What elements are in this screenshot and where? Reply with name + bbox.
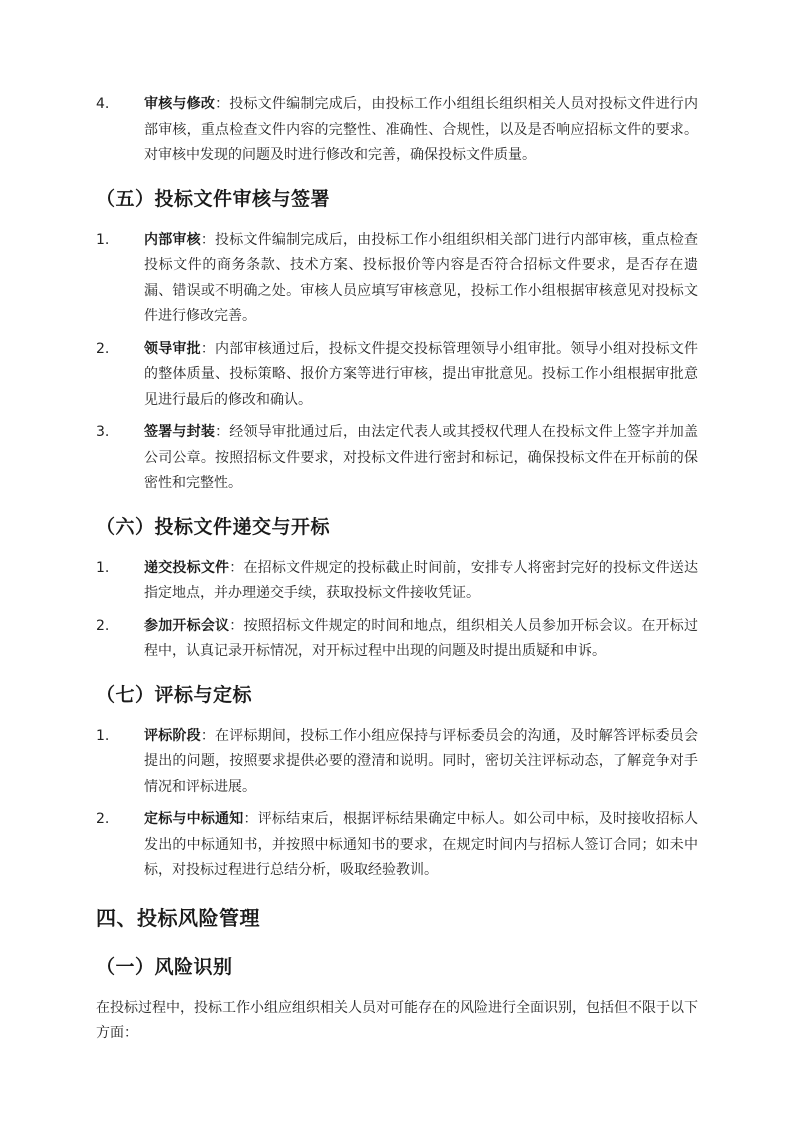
list-term: 审核与修改	[144, 96, 216, 112]
section-heading-6: （六）投标文件递交与开标	[96, 515, 331, 538]
list-item	[96, 337, 698, 414]
list-term: 内部审核	[144, 231, 201, 248]
list-text: ：投标文件编制完成后，由投标工作小组组织相关部门进行内部审核，重点检查投标文件的商务条款、技术方案、投标报价等内容是否符合招标文件要求，是否存在遗漏、错误或不明确之处。审核人员应填写审核意见，投标工作小组根据审核意见对投标文件进行修改完善。	[144, 231, 698, 324]
list-item	[96, 556, 698, 607]
list-term: 递交投标文件	[144, 559, 230, 576]
list-item	[96, 807, 698, 884]
list-number: 3.	[96, 424, 110, 440]
section-heading-7: （七）评标与定标	[96, 683, 253, 706]
list-term: 参加开标会议	[144, 617, 230, 634]
section-5-list	[96, 228, 698, 497]
list-text: ：在招标文件规定的投标截止时间前，安排专人将密封完好的投标文件送达指定地点，并办理递交手续，获取投标文件接收凭证。	[144, 559, 699, 601]
list-text: ：在评标期间，投标工作小组应保持与评标委员会的沟通，及时解答评标委员会提出的问题，按照要求提供必要的澄清和说明。同时，密切关注评标动态，了解竞争对手情况和评标进展。	[144, 727, 698, 795]
list-text: ：评标结束后，根据评标结果确定中标人。如公司中标，及时接收招标人发出的中标通知书，并按照中标通知书的要求，在规定时间内与招标人签订合同；如未中标，对投标过程进行总结分析，吸取经验教训。	[144, 811, 699, 878]
section-7-list	[96, 724, 698, 884]
top-list	[96, 92, 698, 169]
body-paragraph: 在投标过程中，投标工作小组应组织相关人员对可能存在的风险进行全面识别，包括但不限于以下方面：	[96, 999, 698, 1041]
list-text: ：投标文件编制完成后，由投标工作小组组长组织相关人员对投标文件进行内部审核，重点检查文件内容的完整性、准确性、合规性，以及是否响应招标文件的要求。对审核中发现的问题及时进行修改和完善，确保投标文件质量。	[144, 96, 699, 163]
list-number: 1.	[96, 559, 110, 576]
list-term: 评标阶段	[144, 727, 201, 744]
section-heading-5: （五）投标文件审核与签署	[96, 187, 331, 210]
chapter-heading: 四、投标风险管理	[96, 905, 260, 930]
list-number: 2.	[96, 617, 110, 634]
list-text: ：经领导审批通过后，由法定代表人或其授权代理人在投标文件上签字并加盖公司公章。按照招标文件要求，对投标文件进行密封和标记，确保投标文件在开标前的保密性和完整性。	[144, 424, 699, 491]
list-item	[96, 228, 698, 330]
section-6-list	[96, 556, 698, 665]
list-text: ：按照招标文件规定的时间和地点，组织相关人员参加开标会议。在开标过程中，认真记录开标情况，对开标过程中出现的问题及时提出质疑和申诉。	[144, 617, 699, 659]
subsection-heading: （一）风险识别	[96, 955, 233, 978]
list-text: ：内部审核通过后，投标文件提交投标管理领导小组审批。领导小组对投标文件的整体质量、投标策略、报价方案等进行审核，提出审批意见。投标工作小组根据审批意见进行最后的修改和确认。	[144, 340, 698, 408]
list-term: 领导审批	[144, 340, 201, 357]
list-number: 1.	[96, 231, 110, 248]
list-term: 签署与封装	[144, 424, 216, 440]
list-number: 2.	[96, 340, 110, 357]
list-term: 定标与中标通知	[144, 811, 244, 827]
list-item	[96, 92, 698, 169]
list-number: 2.	[96, 811, 110, 827]
list-item	[96, 614, 698, 665]
list-number: 4.	[96, 96, 110, 112]
list-item	[96, 724, 698, 801]
list-number: 1.	[96, 727, 110, 744]
list-item	[96, 420, 698, 497]
